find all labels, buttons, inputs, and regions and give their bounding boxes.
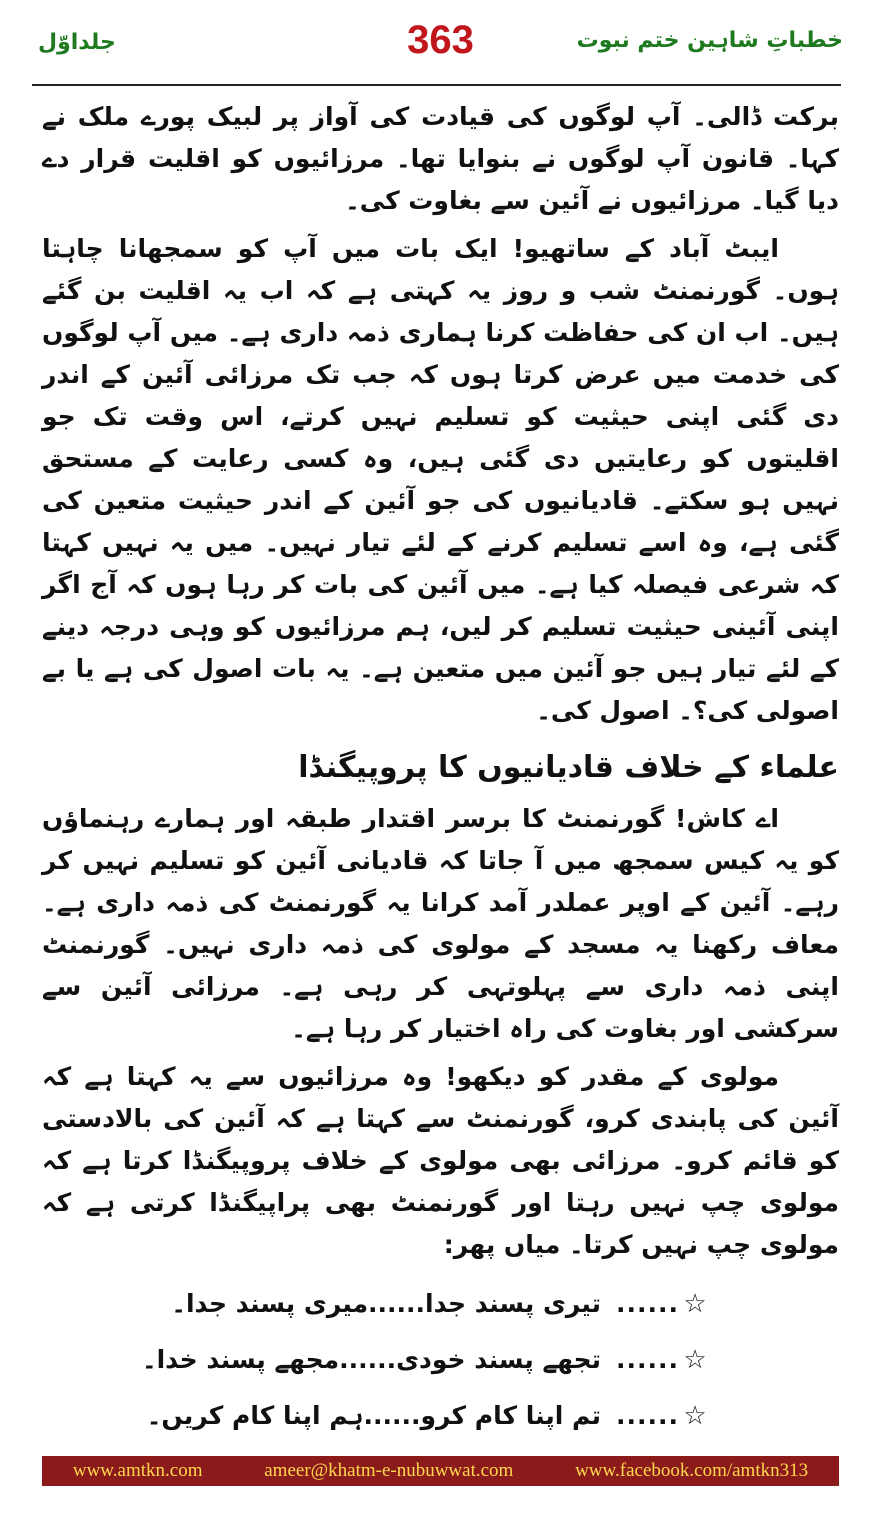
- page-body: [42, 96, 839, 1444]
- star-icon: ☆: [683, 1289, 707, 1319]
- header-divider: [32, 84, 841, 86]
- footer-bar: [42, 1456, 839, 1486]
- paragraph-4: مولوی کے مقدر کو دیکھو! وہ مرزائیوں سے یہ کہتا ہے کہ آئین کی پابندی کرو، گورنمنٹ سے کہتا ہے کہ آئین کی بالادستی کو قائم کرو۔ مرزائی بھی مولوی کے خلاف پروپیگنڈا کرتا ہے کہ مولوی چپ نہیں رہتا اور گورنمنٹ بھی پراپیگنڈا کرتی ہے کہ مولوی چپ نہیں کرتا۔ میاں پھر:: [42, 1062, 839, 1259]
- poem-couplets: [42, 1276, 711, 1444]
- couplet-line: [42, 1276, 711, 1332]
- book-title: خطباتِ شاہین ختم نبوت: [576, 28, 843, 53]
- dots: ......: [616, 1289, 679, 1318]
- couplet-line: [42, 1332, 711, 1388]
- star-icon: ☆: [683, 1401, 707, 1431]
- couplet-text: تجھے پسند خودی......مجھے پسند خدا۔: [141, 1345, 601, 1374]
- couplet-text: تیری پسند جدا......میری پسند جدا۔: [171, 1289, 601, 1318]
- website-link[interactable]: www.amtkn.com: [72, 1460, 203, 1481]
- dots: ......: [616, 1345, 679, 1374]
- couplet-line: [42, 1388, 711, 1444]
- paragraph-2: ایبٹ آباد کے ساتھیو! ایک بات میں آپ کو سمجھانا چاہتا ہوں۔ گورنمنٹ شب و روز یہ کہتی ہے کہ اب یہ اقلیت بن گئے ہیں۔ اب ان کی حفاظت کرنا ہماری ذمہ داری ہے۔ میں آپ لوگوں کی خدمت میں عرض کرتا ہوں کہ جب تک مرزائی آئین کے اندر دی گئی اپنی حیثیت کو تسلیم نہیں کرتے، اس وقت تک جو اقلیتوں کو رعایتیں دی گئی ہیں، وہ کسی رعایت کے مستحق نہیں ہو سکتے۔ قادیانیوں کی جو آئین کے اندر حیثیت متعین کی گئی ہے، وہ اسے تسلیم کرنے کے لئے تیار نہیں۔ میں یہ نہیں کہتا کہ شرعی فیصلہ کیا ہے۔ میں آئین کی بات کر رہا ہوں کہ آج اگر اپنی آئینی حیثیت تسلیم کر لیں، ہم مرزائیوں کو وہی درجہ دینے کے لئے تیار ہیں جو آئین میں متعین ہے۔ یہ بات اصول کی ہے یا بے اصولی کی؟۔ اصول کی۔: [42, 234, 839, 725]
- email-link[interactable]: ameer@khatm-e-nubuwwat.com: [264, 1460, 514, 1481]
- paragraph-3: اے کاش! گورنمنٹ کا برسر اقتدار طبقہ اور ہمارے رہنماؤں کو یہ کیس سمجھ میں آ جاتا کہ قادیانی آئین کو تسلیم نہیں کر رہے۔ آئین کے اوپر عملدر آمد کرانا یہ گورنمنٹ کی ذمہ داری ہے۔ معاف رکھنا یہ مسجد کے مولوی کی ذمہ داری نہیں۔ گورنمنٹ اپنی ذمہ داری سے پہلوتہی کر رہی ہے۔ مرزائی آئین سے سرکشی اور بغاوت کی راہ اختیار کر رہا ہے۔: [42, 804, 839, 1043]
- dots: ......: [616, 1401, 679, 1430]
- facebook-link[interactable]: www.facebook.com/amtkn313: [575, 1460, 809, 1481]
- page-number: 363: [407, 18, 474, 62]
- page-header: [24, 12, 857, 72]
- star-icon: ☆: [683, 1345, 707, 1375]
- paragraph-1: برکت ڈالی۔ آپ لوگوں کی قیادت کی آواز پر لبیک پورے ملک نے کہا۔ قانون آپ لوگوں نے بنوایا تھا۔ مرزائیوں کو اقلیت قرار دے دیا گیا۔ مرزائیوں نے آئین سے بغاوت کی۔: [42, 102, 839, 215]
- couplet-text: تم اپنا کام کرو......ہم اپنا کام کریں۔: [146, 1401, 601, 1430]
- section-heading: علماء کے خلاف قادیانیوں کا پروپیگنڈا: [298, 750, 839, 785]
- volume-label: جلداوّل: [38, 30, 116, 55]
